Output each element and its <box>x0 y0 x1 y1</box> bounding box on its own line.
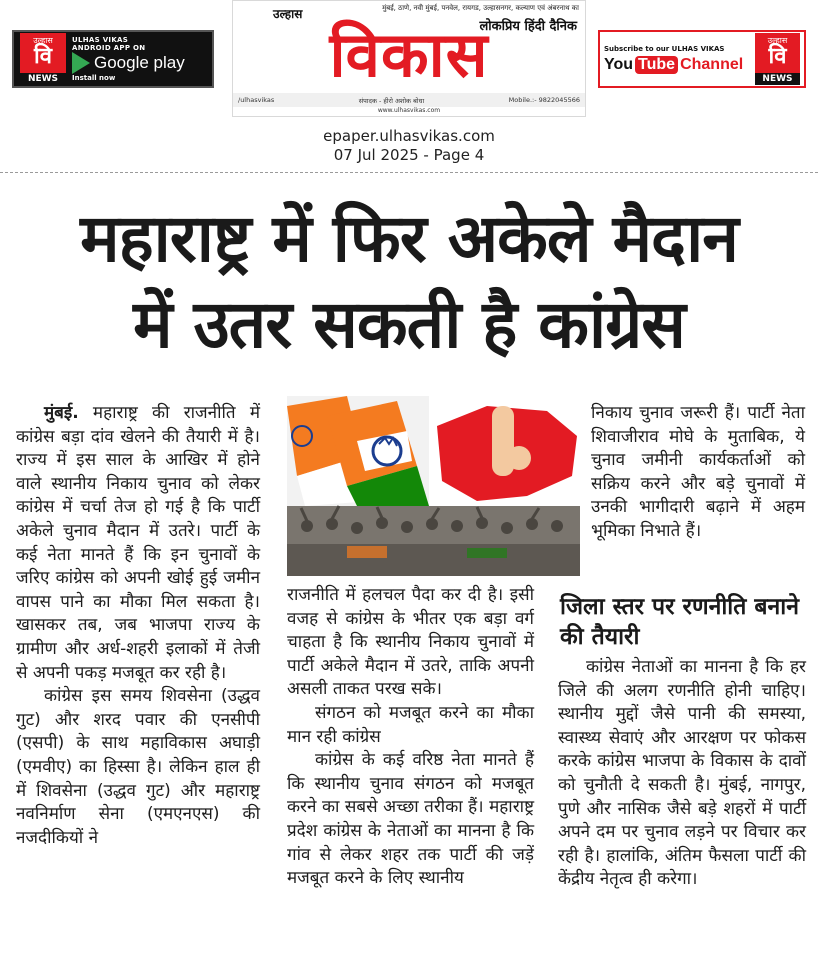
article-column-2 <box>287 584 534 891</box>
article-column-1 <box>16 402 260 850</box>
masthead-social: /ulhasvikas <box>238 96 275 104</box>
logo-big-text: वि <box>768 44 787 69</box>
col1-p1-text: महाराष्ट्र की राजनीति में कांग्रेस बड़ा दांव खेलने की तैयारी में है। राज्य में इस साल के आखिर में होने वाले स्थानीय निकाय चुनाव को लेकर कांग्रेस में चर्चा तेज हो गई है कि पार्टी अकेले चुनाव मैदान में उतरे। पार्टी के कई नेता मानते हैं कि इन चुनावों के जरिए कांग्रेस को अपनी खोई हुई जमीन वापस पाने का मौका मिल सकता है। खासकर तब, जब भाजपा राज्य के ग्रामीण और अर्ध-शहरी इलाकों में तेजी से अपनी पकड़ मजबूत कर रही है। <box>16 403 260 683</box>
android-app-on: ANDROID APP ON <box>72 44 146 52</box>
youtube-channel-badge[interactable] <box>598 30 806 88</box>
headline-line-1: महाराष्ट्र में फिर अकेले मैदान <box>80 200 738 277</box>
logo-news-text: NEWS <box>20 73 66 85</box>
android-app-badge[interactable] <box>12 30 214 88</box>
google-play-label <box>72 36 185 82</box>
masthead-mobile: Mobile.:- 9822045566 <box>508 96 580 104</box>
epaper-info <box>0 127 818 165</box>
youtube-tube: Tube <box>635 56 678 74</box>
article-headline <box>10 196 808 368</box>
masthead-tagline: लोकप्रिय हिंदी दैनिक <box>479 19 577 34</box>
crowd-graphic <box>287 506 580 576</box>
congress-flag-graphic <box>287 396 429 506</box>
masthead-website: www.ulhasvikas.com <box>377 107 441 114</box>
epaper-date-page: 07 Jul 2025 - Page 4 <box>333 146 485 164</box>
masthead-cities: मुंबई, ठाणे, नवी मुंबई, पनवेल, रायगड, उल्हासनगर, कल्याण एवं अंबरनाथ का <box>233 1 585 24</box>
headline-line-2: में उतर सकती है कांग्रेस <box>133 286 685 363</box>
app-brand: ULHAS VIKAS <box>72 36 129 44</box>
col3-paragraph-2: कांग्रेस नेताओं का मानना है कि हर जिले की अलग रणनीति होनी चाहिए। स्थानीय मुद्दों जैसे पानी की समस्या, स्वास्थ्य सेवाएं और आरक्षण पर फोकस करके कांग्रेस भाजपा के विकास के दावों को चुनौती दे सकती है। मुंबई, नागपुर, पुणे और नासिक जैसे बड़े शहरों में पार्टी अपने दम पर चुनाव लड़ने पर विचार कर रही है। हालांकि, अंतिम फैसला पार्टी की केंद्रीय नेतृत्व ही करेगा। <box>558 657 806 890</box>
youtube-you: You <box>604 55 634 73</box>
dateline: मुंबई. <box>44 403 79 423</box>
logo-news-text: NEWS <box>755 73 800 85</box>
google-play-text: Google play <box>94 53 185 72</box>
congress-rally-image <box>287 396 580 576</box>
maharashtra-map-graphic <box>429 396 580 506</box>
install-now-text: Install now <box>72 74 116 82</box>
col3-subheading: जिला स्तर पर रणनीति बनाने की तैयारी <box>560 594 799 650</box>
epaper-site[interactable]: epaper.ulhasvikas.com <box>323 127 495 145</box>
masthead-prefix: उल्हास <box>273 7 303 21</box>
masthead-info-bar <box>233 93 585 107</box>
col3-paragraph-1: निकाय चुनाव जरूरी हैं। पार्टी नेता शिवाजीराव मोघे के मुताबिक, ये चुनाव जमीनी कार्यकर्ताओं को सक्रिय करने और बड़े चुनावों में उनकी भागीदारी बढ़ाने में अहम भूमिका निभाते हैं। <box>591 403 805 541</box>
logo-big-text: वि <box>34 44 52 69</box>
col2-paragraph-1: राजनीति में हलचल पैदा कर दी है। इसी वजह से कांग्रेस के भीतर एक बड़ा वर्ग चाहता है कि स्थानीय निकाय चुनावों में पार्टी अकेले मैदान में उतरे, ताकि अपनी असली ताकत परख सके। <box>287 585 534 700</box>
newspaper-masthead <box>232 0 586 117</box>
col1-paragraph-2: कांग्रेस इस समय शिवसेना (उद्धव गुट) और शरद पवार की एनसीपी (एसपी) के साथ महाविकास अघाड़ी (एमवीए) का हिस्सा है। लेकिन हाल ही में शिवसेना (उद्धव गुट) और महाराष्ट्र नवनिर्माण सेना (एमएनएस) की नजदीकियों ने <box>16 686 260 848</box>
google-play-icon <box>72 52 90 74</box>
article-photo <box>287 396 580 576</box>
ulhas-vikas-logo <box>20 33 66 85</box>
clipping-edge <box>0 172 818 175</box>
col1-paragraph-1 <box>16 402 260 685</box>
logo-small-text: उल्हास <box>33 36 53 45</box>
youtube-channel-text: Channel <box>680 55 744 73</box>
article-column-3-lower <box>558 656 806 892</box>
logo-small-text: उल्हास <box>767 36 788 45</box>
article-column-3 <box>591 402 805 544</box>
masthead-title: विकास <box>329 18 489 91</box>
col2-subheading: संगठन को मजबूत करने का मौका मान रही कांग्रेस <box>287 702 534 747</box>
subscribe-text: Subscribe to our ULHAS VIKAS <box>604 44 725 53</box>
ulhas-vikas-logo-yt <box>755 33 800 85</box>
masthead-editor: संपादक - हीरो अशोक बोधा <box>358 96 425 105</box>
col2-paragraph-2: कांग्रेस के कई वरिष्ठ नेता मानते हैं कि स्थानीय चुनाव संगठन को मजबूत करने का सबसे अच्छा तरीका हैं। महाराष्ट्र प्रदेश कांग्रेस के नेताओं का मानना है कि गांव से लेकर शहर तक पार्टी की जड़ें मजबूत करने के लिए स्थानीय <box>287 750 534 889</box>
